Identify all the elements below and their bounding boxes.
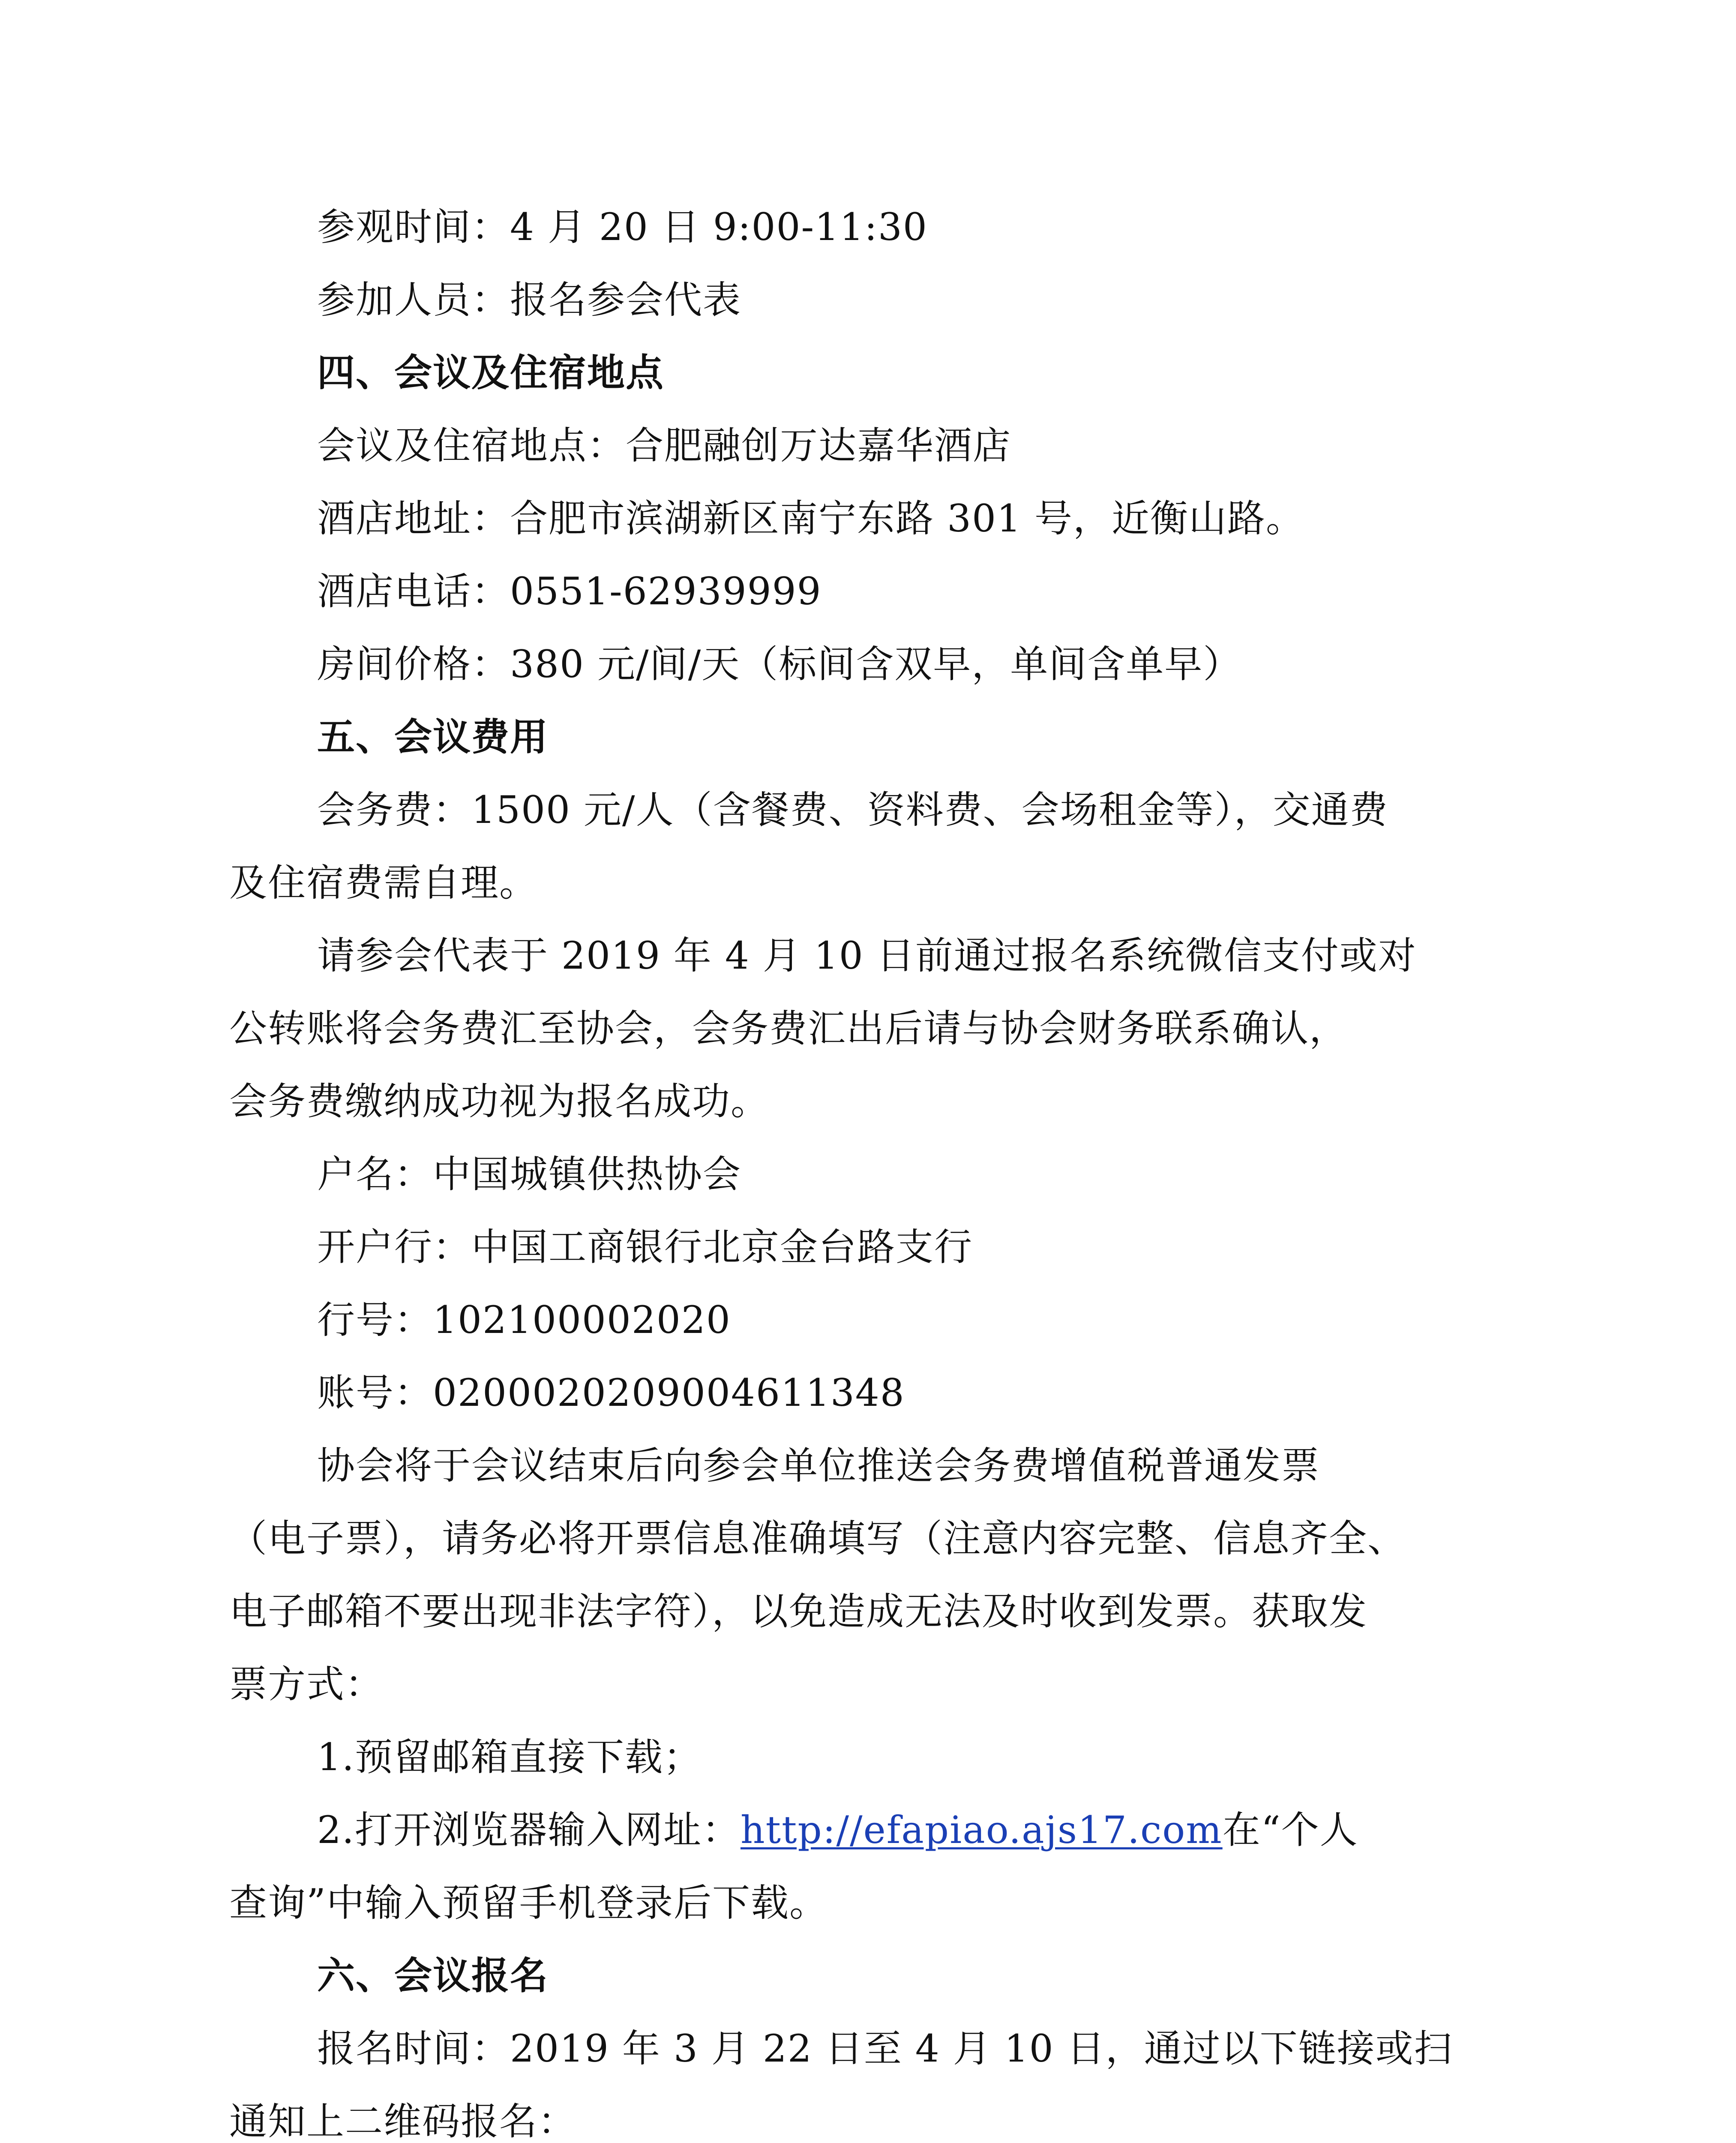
account-name-line: 户名：中国城镇供热协会 <box>317 1152 742 1196</box>
efapiao-link[interactable]: http://efapiao.ajs17.com <box>740 1808 1223 1852</box>
invoice-method-2-suffix: 在“个人 <box>1222 1808 1358 1852</box>
invoice-line-3: 电子邮箱不要出现非法字符），以免造成无法及时收到发票。获取发 <box>229 1589 1368 1633</box>
fee-line-2: 及住宿费需自理。 <box>229 861 538 905</box>
invoice-method-2-prefix: 2.打开浏览器输入网址： <box>317 1808 741 1852</box>
venue-line: 会议及住宿地点：合肥融创万达嘉华酒店 <box>317 423 1012 468</box>
room-price-line: 房间价格：380 元/间/天（标间含双早，单间含单早） <box>317 642 1242 686</box>
registration-line-1: 报名时间：2019 年 3 月 22 日至 4 月 10 日，通过以下链接或扫 <box>317 2026 1453 2071</box>
invoice-line-1: 协会将于会议结束后向参会单位推送会务费增值税普通发票 <box>317 1444 1320 1488</box>
section-heading-venue: 四、会议及住宿地点 <box>317 351 665 395</box>
hotel-phone-line: 酒店电话：0551-62939999 <box>317 569 822 613</box>
invoice-method-1: 1.预留邮箱直接下载； <box>317 1735 702 1779</box>
section-heading-registration: 六、会议报名 <box>317 1954 549 1998</box>
payment-line-2: 公转账将会务费汇至协会，会务费汇出后请与协会财务联系确认， <box>229 1006 1348 1050</box>
invoice-line-4: 票方式： <box>229 1662 384 1706</box>
fee-line-1: 会务费：1500 元/人（含餐费、资料费、会场租金等），交通费 <box>317 788 1388 832</box>
participants-line: 参加人员：报名参会代表 <box>317 278 742 322</box>
bank-line: 开户行：中国工商银行北京金台路支行 <box>317 1225 973 1269</box>
section-heading-fees: 五、会议费用 <box>317 715 549 759</box>
account-number-line: 账号：0200020209004611348 <box>317 1371 905 1415</box>
invoice-method-2 <box>317 1804 1358 1856</box>
payment-line-1: 请参会代表于 2019 年 4 月 10 日前通过报名系统微信支付或对 <box>317 933 1417 978</box>
invoice-method-2-continued: 查询”中输入预留手机登录后下载。 <box>229 1881 828 1925</box>
visit-time-line: 参观时间：4 月 20 日 9:00-11:30 <box>317 205 928 249</box>
registration-line-2: 通知上二维码报名： <box>229 2099 577 2143</box>
payment-line-3: 会务费缴纳成功视为报名成功。 <box>229 1079 770 1123</box>
bank-number-line: 行号：102100002020 <box>317 1298 731 1342</box>
invoice-line-2: （电子票），请务必将开票信息准确填写（注意内容完整、信息齐全、 <box>229 1516 1406 1561</box>
hotel-address-line: 酒店地址：合肥市滨湖新区南宁东路 301 号，近衡山路。 <box>317 496 1304 540</box>
